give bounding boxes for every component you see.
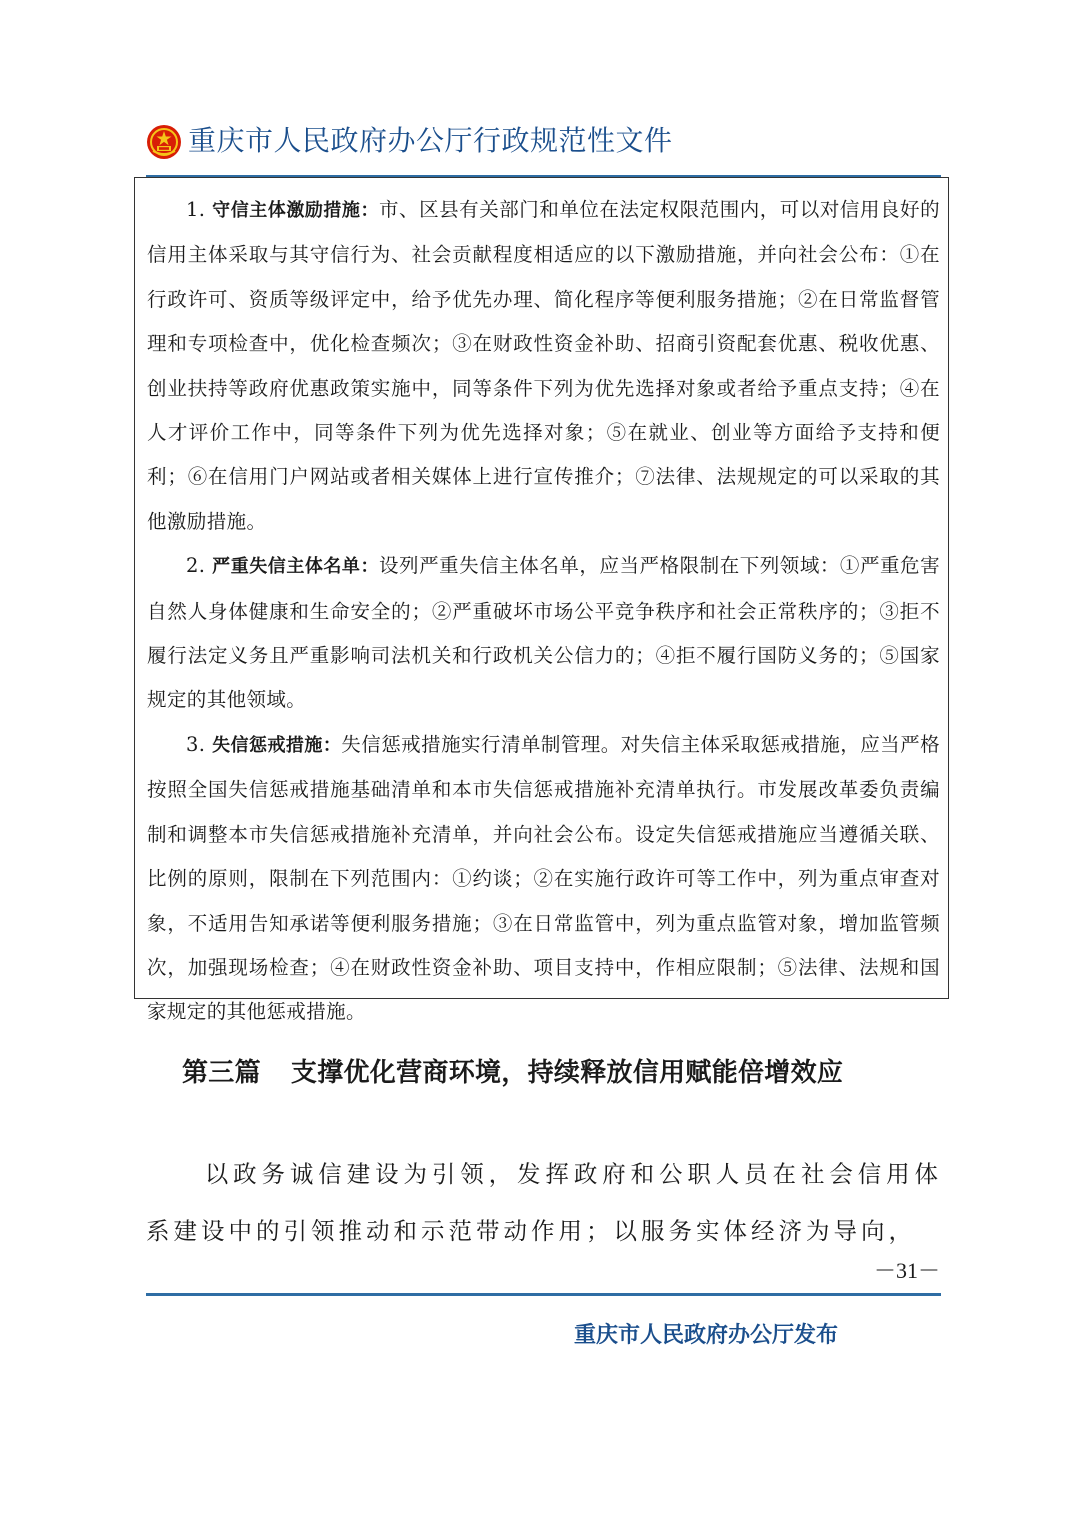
body-paragraph: 以政务诚信建设为引领，发挥政府和公职人员在社会信用体系建设中的引领推动和示范带动作用；以服务实体经济为导向， [146,1160,942,1245]
item-keyword: 失信惩戒措施： [212,734,342,756]
item-text: 市、区县有关部门和单位在法定权限范围内，可以对信用良好的信用主体采取与其守信行为、社会贡献程度相适应的以下激励措施，并向社会公布：①在行政许可、资质等级评定中，给予优先办理、简化程序等便利服务措施；②在日常监督管理和专项检查中，优化检查频次；③在财政性资金补助、招商引资配套优惠、税收优惠、创业扶持等政府优惠政策实施中，同等条件下列为优先选择对象或者给予重点支持；④在人才评价工作中，同等条件下列为优先选择对象；⑤在就业、创业等方面给予支持和便利；⑥在信用门户网站或者相关媒体上进行宣传推介；⑦法律、法规规定的可以采取的其他激励措施。 [147,198,940,533]
item-number: 1. [186,198,206,221]
footer-rule [146,1293,941,1296]
item-keyword: 严重失信主体名单： [212,556,380,578]
list-item [147,188,940,544]
item-number: 3. [186,732,206,756]
section-heading [182,1052,843,1089]
item-keyword: 守信主体激励措施： [212,200,380,221]
document-header-title: 重庆市人民政府办公厅行政规范性文件 [188,124,673,157]
item-number: 2. [186,554,206,578]
national-emblem-icon [146,124,182,160]
list-item [147,544,940,723]
footer-publisher: 重庆市人民政府办公厅发布 [574,1323,839,1348]
section-label: 第三篇 [182,1058,261,1088]
section-title: 支撑优化营商环境，持续释放信用赋能倍增效应 [290,1058,844,1088]
page-number: －31－ [873,1258,940,1283]
item-text: 设列严重失信主体名单，应当严格限制在下列领域：①严重危害自然人身体健康和生命安全的；②严重破坏市场公平竞争秩序和社会正常秩序的；③拒不履行法定义务且严重影响司法机关和行政机关公信力的；④拒不履行国防义务的；⑤国家规定的其他领域。 [147,554,940,712]
boxed-content [134,177,949,1024]
list-item [147,723,940,1035]
item-text: 失信惩戒措施实行清单制管理。对失信主体采取惩戒措施，应当严格按照全国失信惩戒措施基础清单和本市失信惩戒措施补充清单执行。市发展改革委负责编制和调整本市失信惩戒措施补充清单，并向社会公布。设定失信惩戒措施应当遵循关联、比例的原则，限制在下列范围内：①约谈；②在实施行政许可等工作中，列为重点审查对象，不适用告知承诺等便利服务措施；③在日常监管中，列为重点监管对象，增加监管频次，加强现场检查；④在财政性资金补助、项目支持中，作相应限制；⑤法律、法规和国家规定的其他惩戒措施。 [147,732,940,1024]
